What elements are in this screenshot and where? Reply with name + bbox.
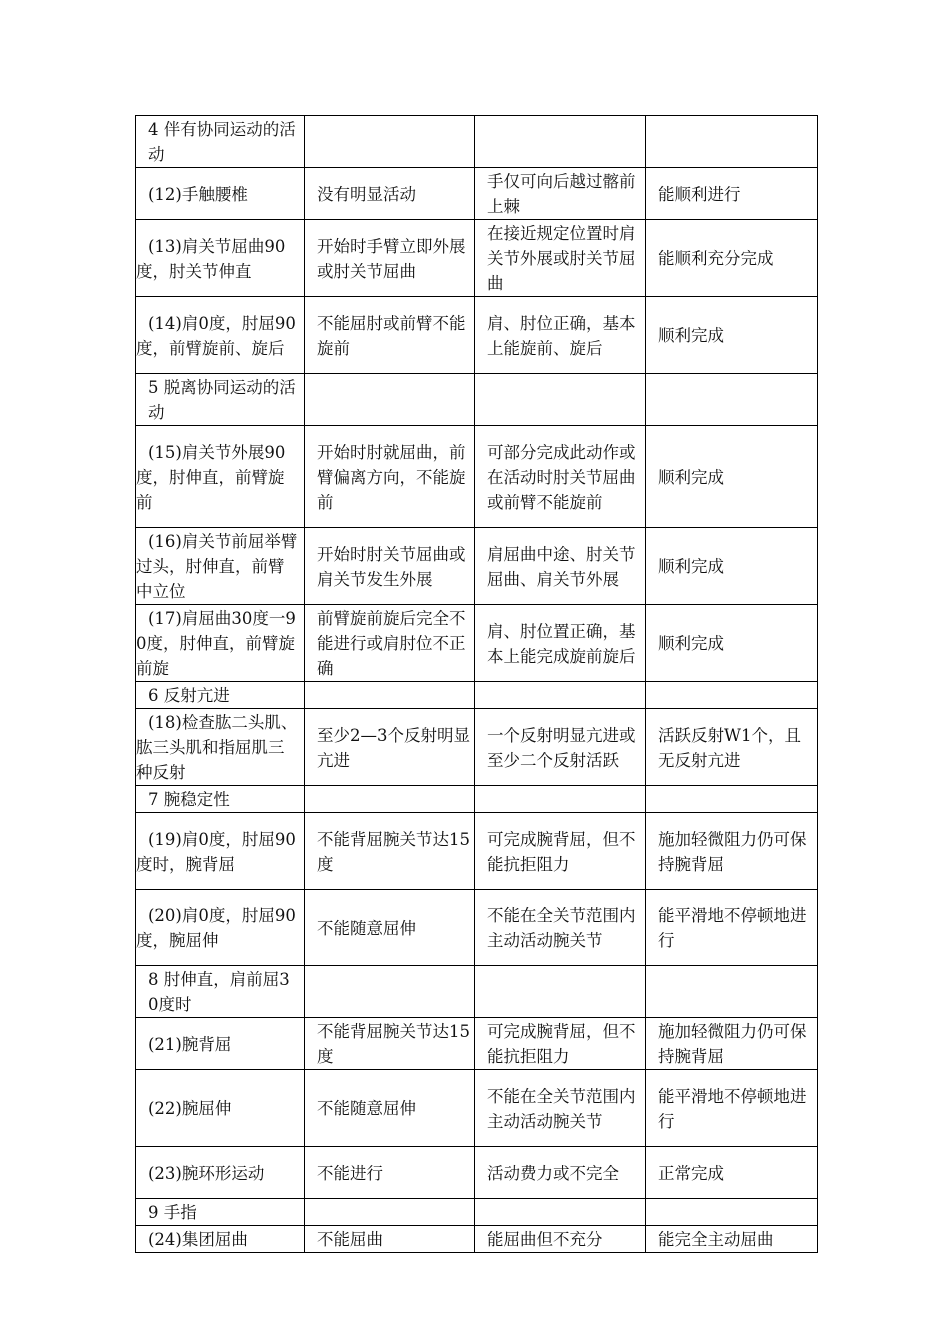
cell-text: 不能随意屈伸	[317, 1099, 416, 1118]
item-name-cell	[136, 297, 305, 374]
table-row	[136, 297, 818, 374]
score-2-cell	[646, 1199, 818, 1226]
score-1-cell	[475, 1147, 646, 1199]
cell-text: 施加轻微阻力仍可保持腕背屈	[658, 1022, 807, 1066]
item-name-cell	[136, 1070, 305, 1147]
cell-text: 4 伴有协同运动的活动	[148, 120, 296, 164]
section-title-cell	[136, 1199, 305, 1226]
score-2-cell	[646, 426, 818, 528]
score-1-cell	[475, 1018, 646, 1070]
score-2-cell	[646, 1070, 818, 1147]
score-1-cell	[475, 890, 646, 966]
score-1-cell	[475, 116, 646, 168]
score-2-cell	[646, 374, 818, 426]
score-1-cell	[475, 528, 646, 605]
score-0-cell	[305, 1147, 475, 1199]
score-2-cell	[646, 220, 818, 297]
cell-text: (18)检查肱二头肌、肱三头肌和指屈肌三种反射	[136, 713, 298, 782]
cell-text: 活跃反射W1个，且无反射亢进	[658, 725, 801, 770]
item-name-cell	[136, 168, 305, 220]
cell-text: 开始时肘关节屈曲或肩关节发生外展	[317, 544, 466, 589]
score-2-cell	[646, 786, 818, 813]
assessment-table	[135, 115, 818, 1253]
cell-text: 不能进行	[317, 1163, 383, 1183]
score-0-cell	[305, 890, 475, 966]
section-row	[136, 682, 818, 709]
item-name-cell	[136, 426, 305, 528]
section-row	[136, 1199, 818, 1226]
cell-text: 能屈曲但不充分	[487, 1230, 603, 1249]
cell-text: 顺利完成	[658, 634, 724, 653]
cell-text: (12)手触腰椎	[148, 184, 248, 204]
cell-text: 肩、肘位置正确，基本上能完成旋前旋后	[487, 621, 636, 666]
score-1-cell	[475, 709, 646, 786]
score-0-cell	[305, 966, 475, 1018]
score-1-cell	[475, 1226, 646, 1253]
score-0-cell	[305, 528, 475, 605]
cell-text: 6 反射亢进	[148, 686, 230, 705]
cell-text: 不能屈肘或前臂不能旋前	[317, 313, 466, 358]
cell-text: 顺利完成	[658, 467, 724, 487]
score-0-cell	[305, 168, 475, 220]
item-name-cell	[136, 528, 305, 605]
cell-text: 顺利完成	[658, 557, 724, 576]
section-row	[136, 786, 818, 813]
cell-text: (14)肩0度，肘屈90度，前臂旋前、旋后	[136, 313, 296, 358]
cell-text: 至少2—3个反射明显亢进	[317, 725, 470, 770]
item-name-cell	[136, 890, 305, 966]
score-2-cell	[646, 682, 818, 709]
score-1-cell	[475, 786, 646, 813]
score-0-cell	[305, 1199, 475, 1226]
item-name-cell	[136, 709, 305, 786]
table-row	[136, 813, 818, 890]
table-row	[136, 709, 818, 786]
item-name-cell	[136, 813, 305, 890]
section-title-cell	[136, 116, 305, 168]
score-1-cell	[475, 813, 646, 890]
cell-text: (16)肩关节前屈举臂过头，肘伸直，前臂中立位	[136, 532, 298, 601]
cell-text: 5 脱离协同运动的活动	[148, 378, 296, 422]
cell-text: 手仅可向后越过髂前上棘	[487, 172, 636, 216]
cell-text: 不能背屈腕关节达15度	[317, 829, 470, 874]
score-1-cell	[475, 1199, 646, 1226]
score-0-cell	[305, 682, 475, 709]
cell-text: (23)腕环形运动	[148, 1163, 265, 1183]
cell-text: 一个反射明显亢进或至少二个反射活跃	[487, 725, 636, 770]
cell-text: 能平滑地不停顿地进行	[658, 906, 807, 950]
cell-text: (15)肩关节外展90度，肘伸直，前臂旋前	[136, 442, 286, 512]
section-title-cell	[136, 374, 305, 426]
score-2-cell	[646, 890, 818, 966]
score-0-cell	[305, 116, 475, 168]
section-row	[136, 966, 818, 1018]
cell-text: 不能随意屈伸	[317, 918, 416, 938]
score-2-cell	[646, 528, 818, 605]
score-1-cell	[475, 220, 646, 297]
table-row	[136, 890, 818, 966]
score-0-cell	[305, 374, 475, 426]
score-1-cell	[475, 168, 646, 220]
score-1-cell	[475, 426, 646, 528]
item-name-cell	[136, 1147, 305, 1199]
cell-text: 肩屈曲中途、肘关节屈曲、肩关节外展	[487, 544, 636, 589]
cell-text: (19)肩0度，肘屈90度时，腕背屈	[136, 829, 296, 874]
section-row	[136, 116, 818, 168]
cell-text: 9 手指	[148, 1203, 197, 1222]
table-row	[136, 605, 818, 682]
score-0-cell	[305, 1070, 475, 1147]
score-2-cell	[646, 1147, 818, 1199]
cell-text: 开始时手臂立即外展或肘关节屈曲	[317, 236, 466, 281]
score-2-cell	[646, 813, 818, 890]
cell-text: (21)腕背屈	[148, 1034, 232, 1054]
item-name-cell	[136, 605, 305, 682]
cell-text: 不能屈曲	[317, 1230, 383, 1249]
item-name-cell	[136, 220, 305, 297]
score-1-cell	[475, 682, 646, 709]
section-title-cell	[136, 786, 305, 813]
score-0-cell	[305, 220, 475, 297]
cell-text: 能平滑地不停顿地进行	[658, 1086, 807, 1131]
score-2-cell	[646, 605, 818, 682]
cell-text: 施加轻微阻力仍可保持腕背屈	[658, 829, 807, 874]
cell-text: 8 肘伸直，肩前屈30度时	[148, 970, 290, 1014]
table-row	[136, 426, 818, 528]
cell-text: 前臂旋前旋后完全不能进行或肩肘位不正确	[317, 609, 466, 678]
score-0-cell	[305, 709, 475, 786]
score-0-cell	[305, 786, 475, 813]
score-2-cell	[646, 116, 818, 168]
table-row	[136, 1226, 818, 1253]
cell-text: (22)腕屈伸	[148, 1099, 232, 1118]
score-0-cell	[305, 426, 475, 528]
cell-text: (17)肩屈曲30度一90度，肘伸直，前臂旋前旋	[136, 609, 296, 678]
score-1-cell	[475, 297, 646, 374]
section-title-cell	[136, 682, 305, 709]
item-name-cell	[136, 1226, 305, 1253]
score-0-cell	[305, 1226, 475, 1253]
cell-text: 顺利完成	[658, 326, 724, 345]
cell-text: 开始时肘就屈曲，前臂偏离方向，不能旋前	[317, 442, 466, 512]
cell-text: 能顺利充分完成	[658, 249, 774, 268]
cell-text: 正常完成	[658, 1163, 724, 1183]
cell-text: 不能在全关节范围内主动活动腕关节	[487, 906, 636, 950]
cell-text: 可完成腕背屈，但不能抗拒阻力	[487, 1022, 636, 1066]
table-row	[136, 168, 818, 220]
cell-text: 能顺利进行	[658, 184, 741, 204]
cell-text: 不能在全关节范围内主动活动腕关节	[487, 1086, 636, 1131]
table-row	[136, 1147, 818, 1199]
score-2-cell	[646, 1018, 818, 1070]
score-0-cell	[305, 813, 475, 890]
cell-text: 7 腕稳定性	[148, 790, 230, 809]
cell-text: 能完全主动屈曲	[658, 1230, 774, 1249]
table-row	[136, 1070, 818, 1147]
cell-text: (24)集团屈曲	[148, 1230, 248, 1249]
score-1-cell	[475, 966, 646, 1018]
table-row	[136, 1018, 818, 1070]
cell-text: 活动费力或不完全	[487, 1163, 619, 1183]
score-0-cell	[305, 605, 475, 682]
score-2-cell	[646, 1226, 818, 1253]
cell-text: (20)肩0度，肘屈90度，腕屈伸	[136, 906, 296, 950]
cell-text: 肩、肘位正确，基本上能旋前、旋后	[487, 313, 636, 358]
section-row	[136, 374, 818, 426]
table-body	[136, 116, 818, 1253]
cell-text: 可完成腕背屈，但不能抗拒阻力	[487, 829, 636, 874]
cell-text: 在接近规定位置时肩关节外展或肘关节屈曲	[487, 224, 636, 293]
cell-text: (13)肩关节屈曲90度，肘关节伸直	[136, 236, 286, 281]
score-0-cell	[305, 1018, 475, 1070]
score-1-cell	[475, 605, 646, 682]
table-row	[136, 220, 818, 297]
score-2-cell	[646, 297, 818, 374]
cell-text: 没有明显活动	[317, 184, 416, 204]
table-row	[136, 528, 818, 605]
score-2-cell	[646, 709, 818, 786]
item-name-cell	[136, 1018, 305, 1070]
cell-text: 不能背屈腕关节达15度	[317, 1022, 470, 1066]
score-1-cell	[475, 1070, 646, 1147]
score-2-cell	[646, 168, 818, 220]
section-title-cell	[136, 966, 305, 1018]
score-0-cell	[305, 297, 475, 374]
score-2-cell	[646, 966, 818, 1018]
score-1-cell	[475, 374, 646, 426]
cell-text: 可部分完成此动作或在活动时肘关节屈曲或前臂不能旋前	[487, 442, 636, 512]
